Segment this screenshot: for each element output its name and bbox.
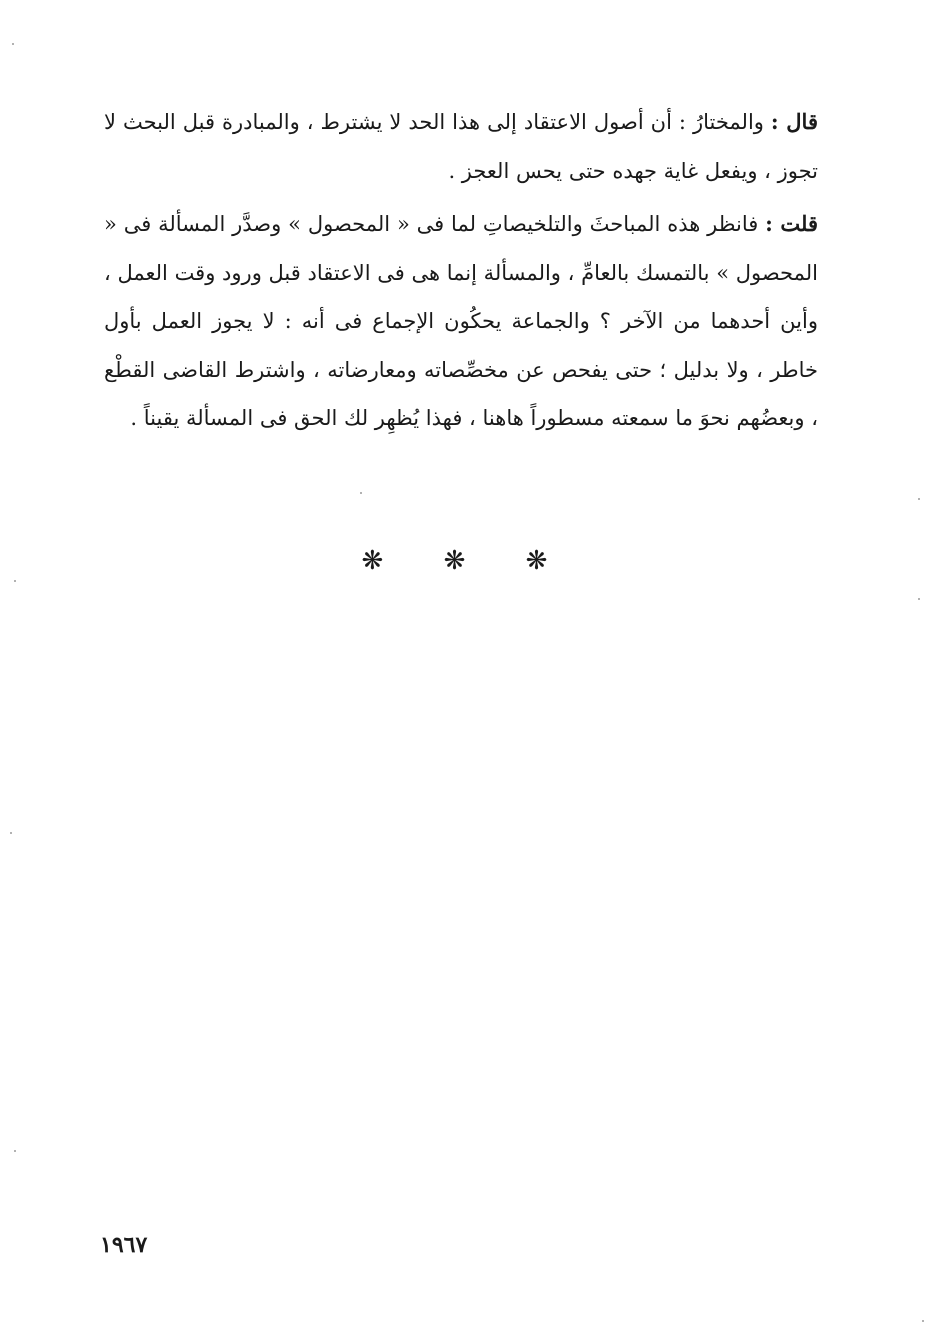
scan-speck bbox=[360, 492, 362, 494]
paragraph-1 bbox=[104, 98, 818, 195]
separator-star-icon: ❋ bbox=[525, 546, 574, 576]
scan-speck bbox=[918, 598, 920, 600]
page-number: ١٩٦٧ bbox=[100, 1232, 148, 1258]
paragraph-2-lead: قلت : bbox=[765, 211, 818, 236]
separator-star-icon: ❋ bbox=[361, 546, 410, 576]
scan-speck bbox=[14, 580, 16, 582]
section-separator bbox=[0, 546, 935, 576]
scan-speck bbox=[10, 832, 12, 834]
paragraph-2-text: فانظر هذه المباحثَ والتلخيصاتِ لما فى « المحصول » وصدَّر المسألة فى « المحصول » بالتمسك بالعامِّ ، والمسألة إنما هى فى الاعتقاد قبل ورود وقت العمل ، وأين أحدهما من الآخر ؟ والجماعة يحكُون الإجماع فى أنه : لا يجوز العمل بأول خاطر ، ولا بدليل ؛ حتى يفحص عن مخصِّصاته ومعارضاته ، واشترط القاضى القطْع ، وبعضُهم نحوَ ما سمعته مسطوراً هاهنا ، فهذا يُظهِر لك الحق فى المسألة يقيناً . bbox=[104, 212, 818, 430]
scan-speck bbox=[922, 1320, 924, 1322]
separator-star-icon: ❋ bbox=[443, 546, 492, 576]
paragraph-1-text: والمختارُ : أن أصول الاعتقاد إلى هذا الحد لا يشترط ، والمبادرة قبل البحث لا تجوز ، ويفعل غاية جهده حتى يحس العجز . bbox=[104, 110, 818, 183]
scan-speck bbox=[918, 498, 920, 500]
scan-speck bbox=[12, 43, 14, 45]
scan-speck bbox=[14, 1150, 16, 1152]
paragraph-1-lead: قال : bbox=[770, 109, 818, 134]
paragraph-2 bbox=[104, 200, 818, 443]
